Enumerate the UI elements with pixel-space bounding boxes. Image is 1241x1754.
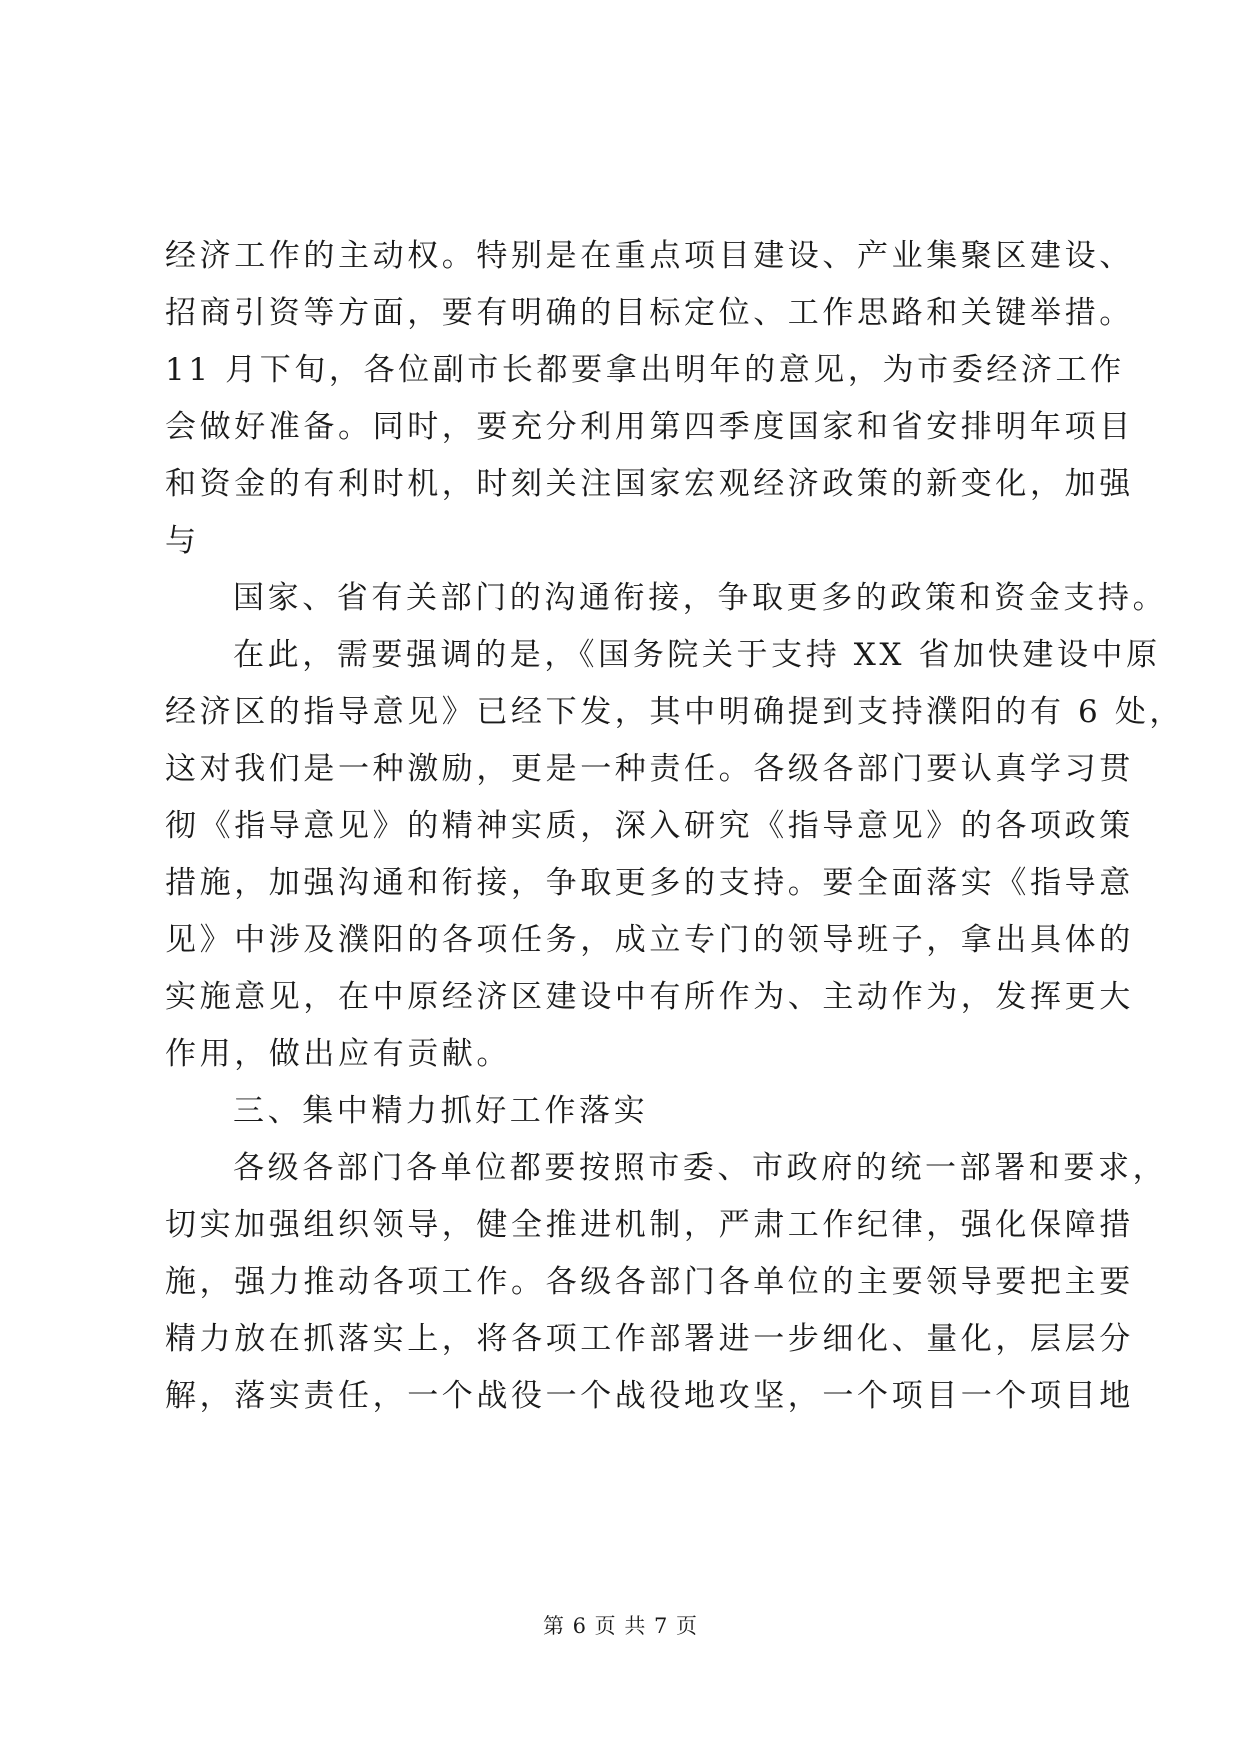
- body-text: [165, 228, 1185, 1425]
- text-line: 招商引资等方面，要有明确的目标定位、工作思路和关键举措。: [165, 295, 1134, 331]
- section-heading: 三、集中精力抓好工作落实: [233, 1093, 649, 1129]
- text-line: 会做好准备。同时，要充分利用第四季度国家和省安排明年项目: [165, 409, 1134, 445]
- text-line: 11 月下旬，各位副市长都要拿出明年的意见，为市委经济工作: [165, 352, 1125, 388]
- paragraph-start: 各级各部门各单位都要按照市委、市政府的统一部署和要求，: [233, 1150, 1168, 1186]
- text-line: 解，落实责任，一个战役一个战役地攻坚，一个项目一个项目地: [165, 1378, 1134, 1414]
- text-line: 措施，加强沟通和衔接，争取更多的支持。要全面落实《指导意: [165, 865, 1134, 901]
- text-line: 精力放在抓落实上，将各项工作部署进一步细化、量化，层层分: [165, 1321, 1134, 1357]
- page-number-footer: 第 6 页 共 7 页: [542, 1614, 699, 1638]
- text-line: 与: [165, 523, 200, 559]
- text-line: 切实加强组织领导，健全推进机制，严肃工作纪律，强化保障措: [165, 1207, 1134, 1243]
- text-line: 实施意见，在中原经济区建设中有所作为、主动作为，发挥更大: [165, 979, 1134, 1015]
- text-line: 彻《指导意见》的精神实质，深入研究《指导意见》的各项政策: [165, 808, 1134, 844]
- paragraph-start: 在此，需要强调的是，《国务院关于支持 XX 省加快建设中原: [233, 637, 1161, 673]
- text-line: 这对我们是一种激励，更是一种责任。各级各部门要认真学习贯: [165, 751, 1134, 787]
- text-line: 见》中涉及濮阳的各项任务，成立专门的领导班子，拿出具体的: [165, 922, 1134, 958]
- text-line: 施，强力推动各项工作。各级各部门各单位的主要领导要把主要: [165, 1264, 1134, 1300]
- text-line: 经济区的指导意见》已经下发，其中明确提到支持濮阳的有 6 处，: [165, 694, 1185, 730]
- text-line: 作用，做出应有贡献。: [165, 1036, 511, 1072]
- text-line: 国家、省有关部门的沟通衔接，争取更多的政策和资金支持。: [233, 580, 1168, 616]
- text-line: 经济工作的主动权。特别是在重点项目建设、产业集聚区建设、: [165, 238, 1134, 274]
- text-line: 和资金的有利时机，时刻关注国家宏观经济政策的新变化，加强: [165, 466, 1134, 502]
